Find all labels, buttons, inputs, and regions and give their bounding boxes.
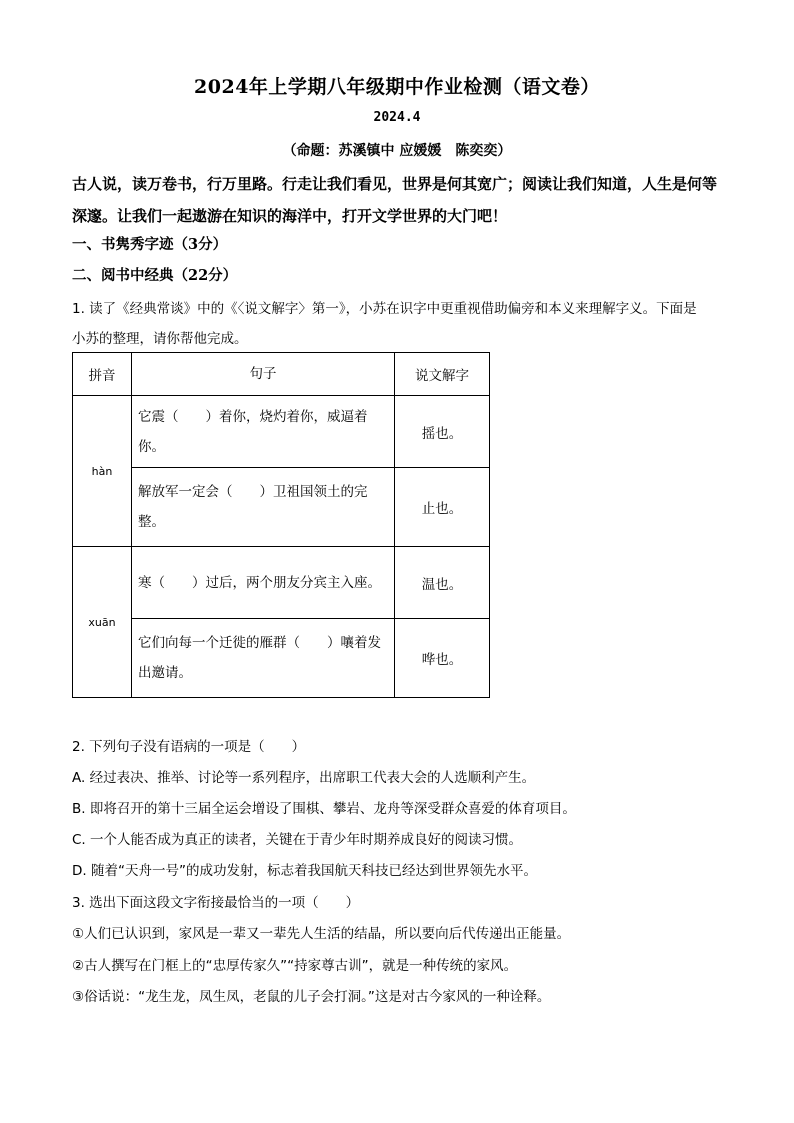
explain-cell: 哗也。 — [395, 619, 490, 698]
section-2-heading: 二、阅书中经典（22分） — [72, 267, 238, 284]
exam-date: 2024.4 — [373, 110, 421, 125]
explain-cell: 止也。 — [395, 468, 490, 547]
q2-option-c: C. 一个人能否成为真正的读者，关键在于青少年时期养成良好的阅读习惯。 — [72, 832, 523, 848]
q1-stem-line2: 小苏的整理，请你帮他完成。 — [72, 331, 248, 347]
q2-stem: 2. 下列句子没有语病的一项是（ ） — [72, 739, 306, 755]
header-explain: 说文解字 — [395, 353, 490, 396]
q2-option-a: A. 经过表决、推举、讨论等一系列程序，出席职工代表大会的人选顺利产生。 — [72, 770, 536, 786]
q3-stem: 3. 选出下面这段文字衔接最恰当的一项（ ） — [72, 895, 360, 911]
sentence-cell: 解放军一定会（ ）卫祖国领土的完整。 — [132, 468, 395, 547]
q1-stem-line1: 1. 读了《经典常谈》中的《〈说文解字〉第一》，小苏在识字中更重视借助偏旁和本义来理解字义。下面是 — [72, 301, 697, 317]
sentence-cell: 寒（ ）过后，两个朋友分宾主入座。 — [132, 547, 395, 619]
pinyin-cell-xuan: xuān — [73, 547, 132, 698]
section-1-heading: 一、书隽秀字迹（3分） — [72, 236, 228, 253]
header-pinyin: 拼音 — [73, 353, 132, 396]
header-sentence: 句子 — [132, 353, 395, 396]
exam-author: （命题：苏溪镇中 应媛媛 陈奕奕） — [282, 143, 512, 159]
explain-cell: 摇也。 — [395, 396, 490, 468]
sentence-cell: 它震（ ）着你，烧灼着你，威逼着你。 — [132, 396, 395, 468]
pinyin-cell-han: hàn — [73, 396, 132, 547]
q3-item-1: ①人们已认识到，家风是一辈又一辈先人生活的结晶，所以要向后代传递出正能量。 — [72, 926, 571, 942]
q2-option-d: D. 随着“天舟一号”的成功发射，标志着我国航天科技已经达到世界领先水平。 — [72, 863, 537, 879]
q3-item-2: ②古人撰写在门框上的“忠厚传家久”“持家尊古训”，就是一种传统的家风。 — [72, 958, 518, 974]
q3-item-3: ③俗话说：“龙生龙，凤生凤，老鼠的儿子会打洞。”这是对古今家风的一种诠释。 — [72, 989, 551, 1005]
explain-cell: 温也。 — [395, 547, 490, 619]
shuowen-table — [72, 352, 490, 698]
sentence-cell: 它们向每一个迁徙的雁群（ ）嚷着发出邀请。 — [132, 619, 395, 698]
intro-paragraph: 古人说，读万卷书，行万里路。行走让我们看见，世界是何其宽广；阅读让我们知道，人生是何等深邃。让我们一起遨游在知识的海洋中，打开文学世界的大门吧！ — [72, 175, 718, 225]
exam-title: 2024年上学期八年级期中作业检测（语文卷） — [194, 76, 600, 98]
q2-option-b: B. 即将召开的第十三届全运会增设了围棋、攀岩、龙舟等深受群众喜爱的体育项目。 — [72, 801, 576, 817]
